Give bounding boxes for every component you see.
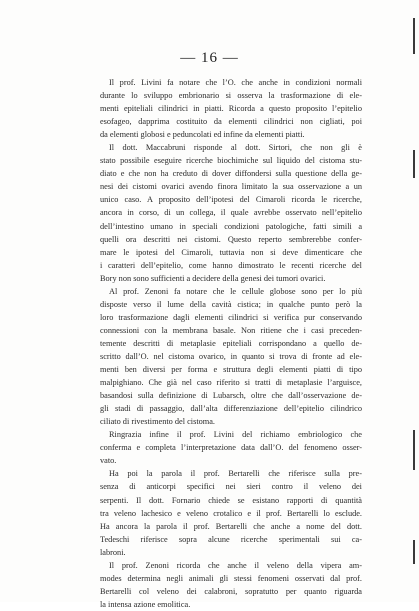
text-line: stato possibile eseguire ricerche biochimiche sul liquido del cistoma stu- — [100, 156, 362, 166]
text-line: serpenti. Il dott. Fornario chiede se esistano rapporti di quantità — [100, 495, 362, 505]
text-line: Il prof. Zenoni ricorda che anche il veleno della vipera am- — [109, 560, 362, 570]
text-line: labroni. — [100, 547, 126, 557]
text-line: la intensa azione emolitica. — [100, 599, 191, 609]
text-line: menti ben diversi per forma e struttura degli elementi piatti di tipo — [100, 365, 362, 375]
text-line: quelli ora descritti nei cistomi. Questo reperto sembrerebbe confer- — [100, 234, 362, 244]
page-number: — 16 — — [180, 50, 239, 66]
text-line: esofageo, dapprima costituito da elementi cilindrici non cigliati, poi — [100, 117, 362, 127]
binding-edge-mark — [413, 18, 415, 54]
text-line: Ha poi la parola il prof. Bertarelli che riferisce sulla pre- — [109, 469, 362, 479]
text-line: connessioni con la membrana basale. Non ritiene che i casi preceden- — [100, 325, 362, 335]
binding-edge-mark — [413, 430, 415, 470]
text-line: ancora in corso, di un collega, il quale avrebbe osservato nell’epitelio — [100, 208, 362, 218]
text-line: loro trasformazione dagli elementi cilindrici si verifica pur conservando — [100, 312, 362, 322]
text-line: disposte verso il lume della cavità cistica; in qualche punto però la — [100, 299, 362, 309]
text-line: unico caso. A proposito dell’ipotesi del Cimaroli ricorda le ricerche, — [100, 195, 362, 205]
binding-edge-mark — [413, 540, 415, 564]
body-text — [100, 76, 362, 611]
text-line: Al prof. Zenoni fa notare che le cellule globose sono per lo più — [109, 286, 362, 296]
text-line: nesi dei cistomi ovarici avendo finora limitato la sua osservazione a un — [100, 182, 362, 192]
text-line: Il prof. Livini fa notare che l’O. che anche in condizioni normali — [109, 78, 362, 87]
text-line: ciliato di rivestimento del cistoma. — [100, 417, 215, 427]
text-line: modes determina negli animali gli stessi fenomeni osservati dal prof. — [100, 573, 362, 583]
text-line: temente descritti di metaplasie epiteliali corrispondano a quello de- — [100, 338, 362, 348]
text-line: Ringrazia infine il prof. Livini del richiamo embriologico che — [109, 430, 362, 440]
text-line: tra veleno lachesico e veleno crotalico e il prof. Bertarelli lo esclude. — [100, 508, 362, 518]
text-line: gli stadi di passaggio, dall’alta differenziazione dell’epitelio cilindrico — [100, 404, 362, 414]
text-line: i caratteri dell’epitelio, come hanno dimostrato le recenti ricerche del — [100, 260, 362, 270]
text-line: Tedeschi riferisce sopra alcune ricerche sperimentali sui ca- — [100, 534, 362, 544]
binding-edge-mark — [413, 150, 415, 178]
text-line: basandosi sulla definizione di Lubarsch, oltre che dall’osservazione de- — [100, 391, 362, 401]
text-line: durante lo sviluppo embrionario si osserva la trasformazione di ele- — [100, 91, 362, 101]
text-line: dell’intestino umano in speciali condizioni patologiche, fatti simili a — [100, 221, 362, 231]
text-line: Ha ancora la parola il prof. Bertarelli che anche a nome del dott. — [100, 521, 362, 531]
text-line: scritto dall’O. nel cistoma ovarico, in quanto si trova di fronte ad ele- — [100, 351, 362, 361]
text-line: diato e che non ha creduto di dover diffondersi sulla questione della ge- — [100, 169, 362, 179]
text-line: malpighiano. Che già nel caso riferito si tratti di metaplasie l’arguisce, — [100, 378, 362, 388]
text-line: da elementi globosi e peduncolati ed infine da elementi piatti. — [100, 130, 305, 140]
text-line: vato. — [100, 456, 117, 466]
text-line: Bertarelli col veleno dei calabroni, sopratutto per quanto riguarda — [100, 586, 362, 596]
text-line: Il dott. Maccabruni risponde al dott. Sirtori, che non gli è — [109, 143, 362, 153]
text-line: Bory non sono sufficienti a decidere della genesi dei tumori ovarici. — [100, 273, 326, 283]
text-line: menti epiteliali cilindrici in piatti. Ricorda a questo proposito l’epitelio — [100, 104, 362, 114]
text-line: conferma e completa l’interpretazione data dall’O. del fenomeno osser- — [100, 443, 362, 453]
text-line: senza di anticorpi specifici nei sieri contro il veleno dei — [100, 482, 362, 492]
text-line: mare le ipotesi del Cimaroli, tuttavia non si deve dimenticare che — [100, 247, 362, 257]
